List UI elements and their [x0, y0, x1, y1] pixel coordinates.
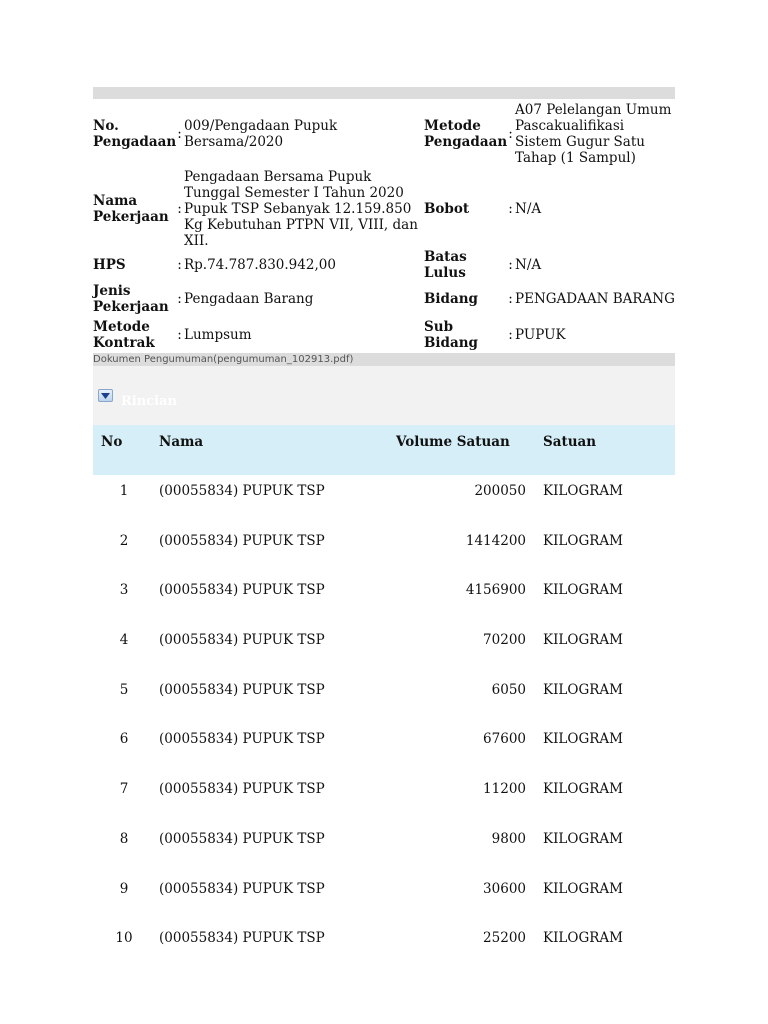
item-satuan: KILOGRAM [543, 930, 623, 947]
item-no: 2 [119, 532, 129, 549]
item-volume: 6050 [491, 681, 526, 698]
item-volume: 1414200 [465, 532, 526, 549]
item-volume: 9800 [491, 830, 526, 847]
item-volume: 30600 [483, 880, 526, 897]
item-no: 1 [119, 483, 129, 499]
hps-label: HPS [93, 257, 126, 273]
table-row [93, 525, 675, 575]
hps-value: Rp.74.787.830.942,00 [184, 257, 336, 273]
table-row [93, 873, 675, 923]
item-no: 4 [119, 632, 129, 649]
metode-kontrak-value: Lumpsum [184, 327, 252, 343]
table-row [93, 574, 675, 624]
document-link[interactable]: Dokumen Pengumuman(pengumuman_102913.pdf) [93, 354, 354, 365]
item-nama: (00055834) PUPUK TSP [159, 880, 325, 897]
separator: : [508, 291, 513, 307]
bidang-label: Bidang [424, 291, 478, 307]
item-volume: 67600 [483, 731, 526, 748]
metode-pengadaan-value: A07 Pelelangan Umum Pascakualifikasi Sistem Gugur Satu Tahap (1 Sampul) [515, 102, 672, 166]
header-no: No [101, 434, 123, 450]
no-pengadaan-value: 009/Pengadaan Pupuk Bersama/2020 [184, 118, 338, 150]
item-nama: (00055834) PUPUK TSP [159, 830, 325, 847]
item-no: 6 [119, 731, 129, 748]
header-nama: Nama [159, 434, 204, 450]
item-nama: (00055834) PUPUK TSP [159, 781, 325, 798]
table-row [93, 922, 675, 972]
sub-bidang-value: PUPUK [515, 327, 566, 343]
item-satuan: KILOGRAM [543, 731, 623, 748]
jenis-pekerjaan-value: Pengadaan Barang [184, 291, 314, 307]
item-satuan: KILOGRAM [543, 880, 623, 897]
bobot-label: Bobot [424, 201, 470, 217]
bobot-value: N/A [515, 201, 542, 217]
item-no: 8 [119, 830, 129, 847]
separator: : [508, 257, 513, 273]
item-no: 9 [119, 880, 129, 897]
items-table-body [93, 475, 675, 972]
header-volume: Volume Satuan [396, 434, 510, 450]
info-row [93, 281, 675, 317]
table-row [93, 773, 675, 823]
item-no: 10 [115, 930, 133, 947]
batas-lulus-label: Batas Lulus [424, 249, 467, 281]
nama-pekerjaan-value: Pengadaan Bersama Pupuk Tunggal Semester I Tahun 2020 Pupuk TSP Sebanyak 12.159.850 Kg Kebutuhan PTPN VII, VIII, dan XII. [184, 169, 418, 249]
metode-kontrak-label: Metode Kontrak [93, 319, 155, 351]
jenis-pekerjaan-label: Jenis Pekerjaan [93, 283, 169, 315]
header-band [93, 87, 675, 99]
table-row [93, 823, 675, 873]
item-nama: (00055834) PUPUK TSP [159, 930, 325, 947]
separator: : [177, 201, 182, 217]
separator: : [508, 201, 513, 217]
item-nama: (00055834) PUPUK TSP [159, 483, 325, 499]
item-satuan: KILOGRAM [543, 582, 623, 599]
rincian-toggle-button[interactable] [98, 389, 113, 402]
separator: : [508, 126, 513, 142]
table-row [93, 624, 675, 674]
item-no: 3 [119, 582, 129, 599]
procurement-info-table [93, 99, 675, 353]
header-satuan: Satuan [543, 434, 597, 450]
item-nama: (00055834) PUPUK TSP [159, 731, 325, 748]
info-row [93, 317, 675, 353]
metode-pengadaan-label: Metode Pengadaan [424, 118, 508, 150]
procurement-detail [93, 87, 675, 972]
item-satuan: KILOGRAM [543, 681, 623, 698]
no-pengadaan-label: No. Pengadaan [93, 118, 177, 150]
item-satuan: KILOGRAM [543, 483, 623, 499]
info-row [93, 99, 675, 169]
rincian-section-header [93, 366, 675, 425]
items-table [93, 425, 675, 972]
table-row [93, 674, 675, 724]
item-nama: (00055834) PUPUK TSP [159, 582, 325, 599]
batas-lulus-value: N/A [515, 257, 542, 273]
item-no: 7 [119, 781, 129, 798]
info-row [93, 249, 675, 281]
table-row [93, 475, 675, 525]
table-row [93, 723, 675, 773]
document-band [93, 353, 675, 366]
separator: : [177, 126, 182, 142]
info-row [93, 169, 675, 249]
items-table-header [93, 425, 675, 475]
item-volume: 11200 [483, 781, 526, 798]
rincian-label: Rincian [121, 394, 177, 409]
separator: : [177, 257, 182, 273]
item-no: 5 [119, 681, 129, 698]
item-volume: 4156900 [465, 582, 526, 599]
separator: : [508, 327, 513, 343]
item-satuan: KILOGRAM [543, 532, 623, 549]
item-nama: (00055834) PUPUK TSP [159, 681, 325, 698]
item-satuan: KILOGRAM [543, 781, 623, 798]
bidang-value: PENGADAAN BARANG [515, 291, 675, 307]
item-volume: 200050 [474, 483, 526, 499]
item-volume: 70200 [483, 632, 526, 649]
separator: : [177, 291, 182, 307]
chevron-down-icon [101, 393, 110, 399]
item-volume: 25200 [483, 930, 526, 947]
separator: : [177, 327, 182, 343]
nama-pekerjaan-label: Nama Pekerjaan [93, 193, 169, 225]
item-nama: (00055834) PUPUK TSP [159, 532, 325, 549]
sub-bidang-label: Sub Bidang [424, 319, 478, 351]
item-satuan: KILOGRAM [543, 830, 623, 847]
item-nama: (00055834) PUPUK TSP [159, 632, 325, 649]
item-satuan: KILOGRAM [543, 632, 623, 649]
